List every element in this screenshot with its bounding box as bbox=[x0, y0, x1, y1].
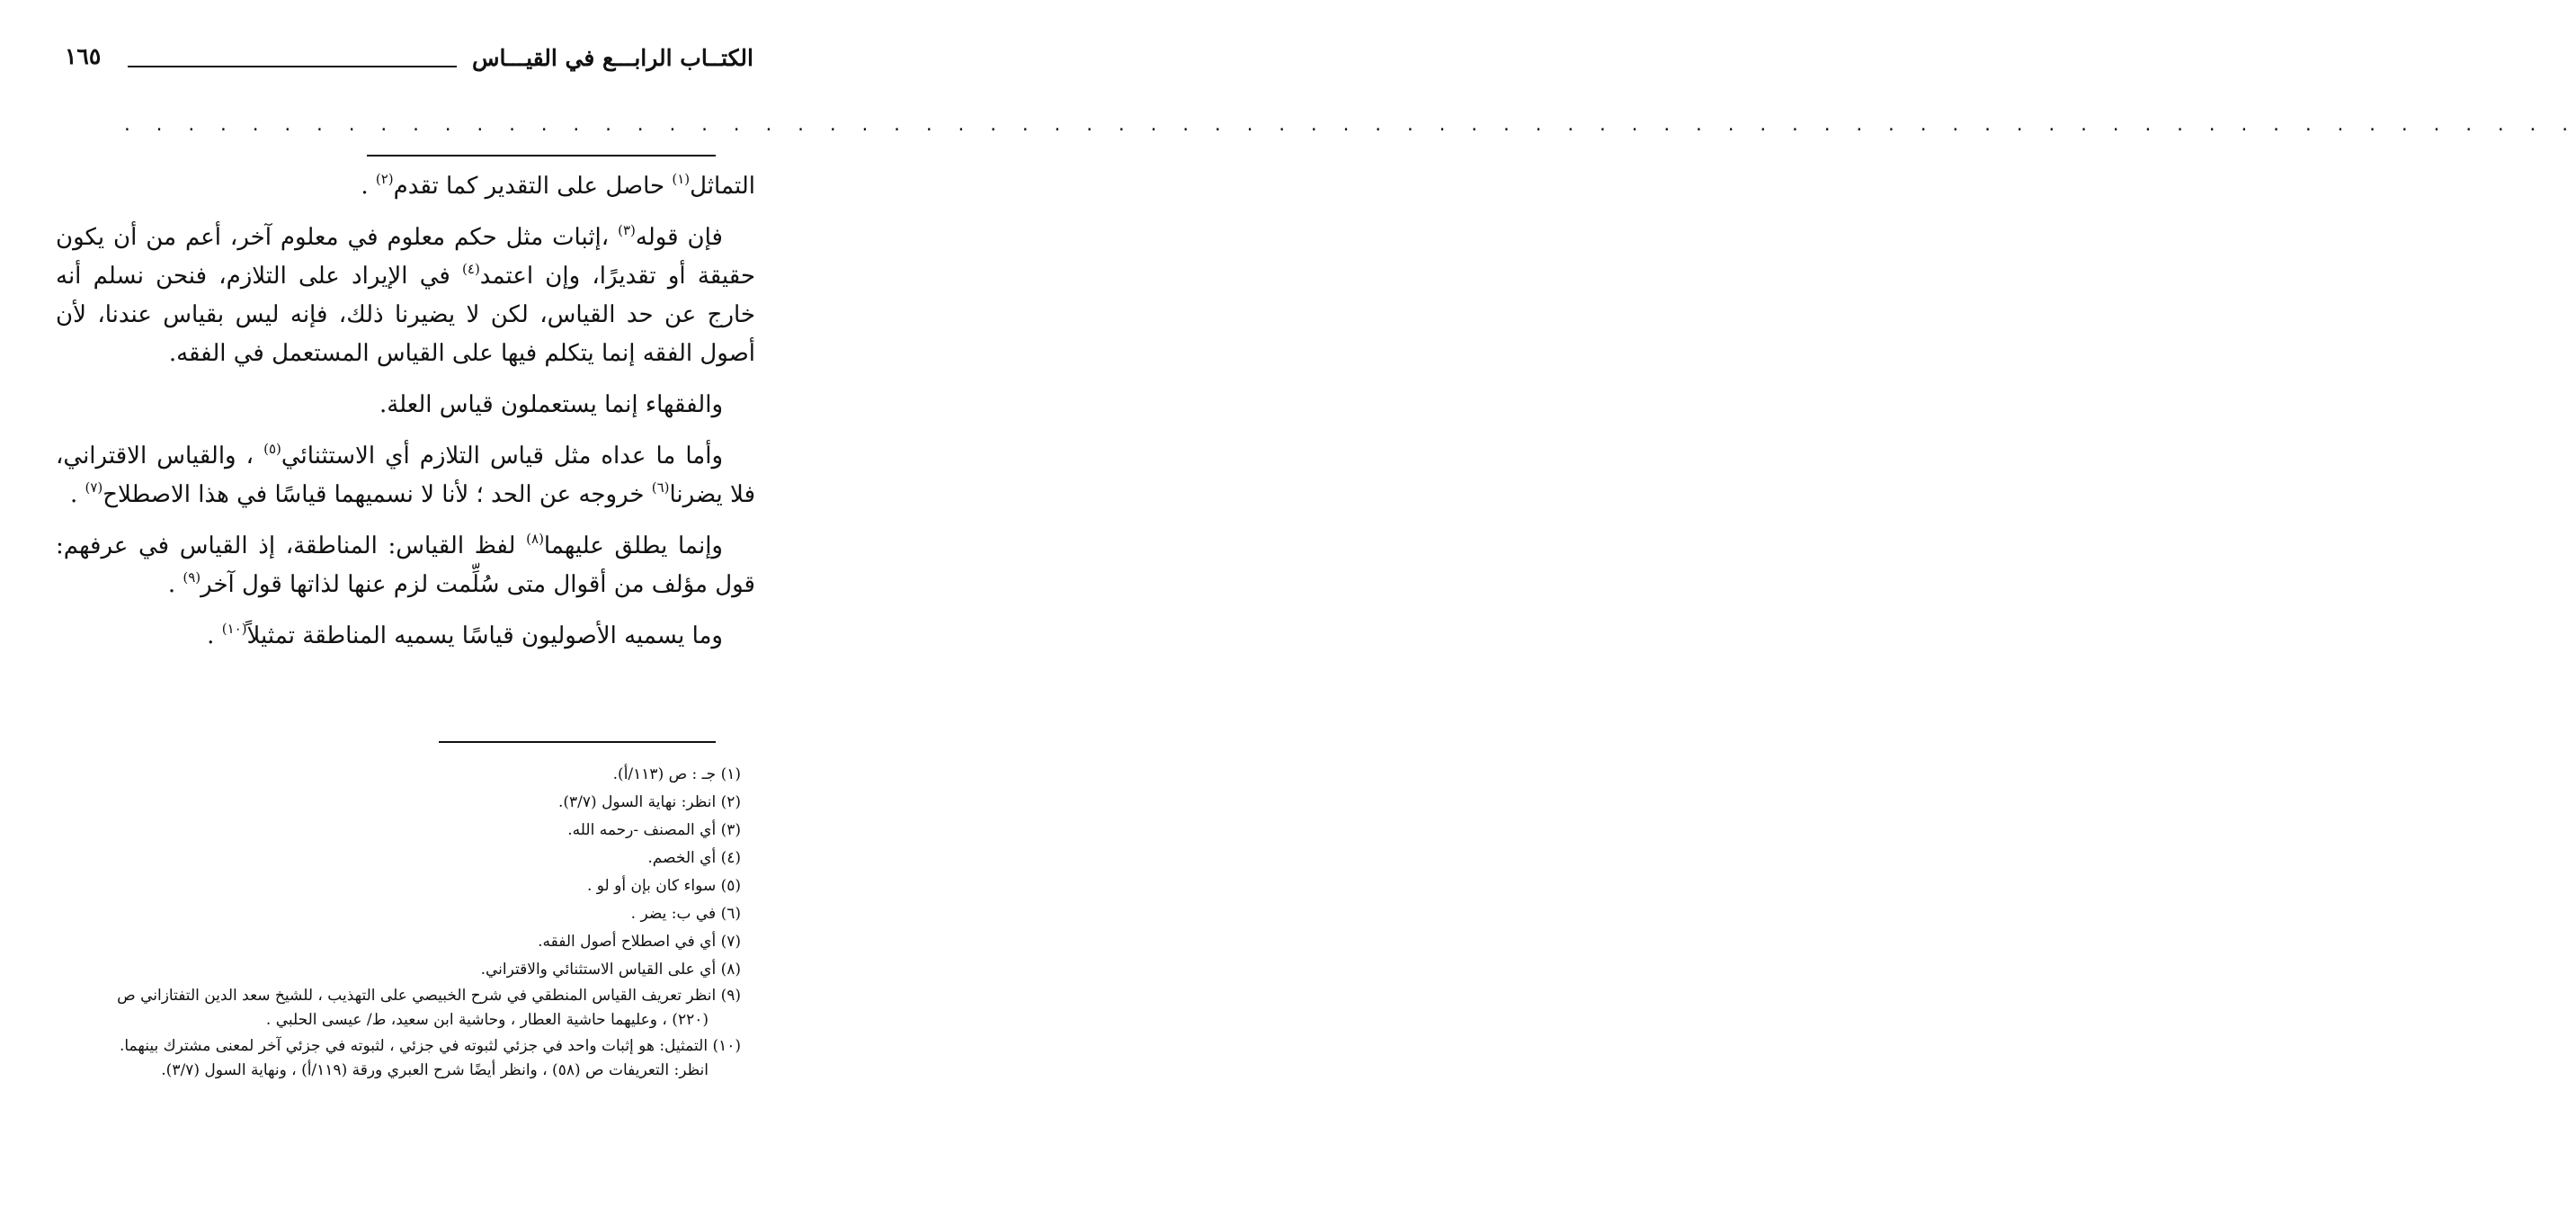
footnote-marker: (٨) bbox=[526, 531, 544, 547]
footnotes bbox=[41, 761, 741, 1085]
page-number: ١٦٥ bbox=[65, 43, 102, 69]
continuation-rule bbox=[367, 155, 716, 156]
footnote bbox=[41, 928, 741, 956]
paragraph-text: . bbox=[361, 173, 376, 200]
footnote-marker: (٤) bbox=[462, 261, 480, 277]
footnote bbox=[41, 900, 741, 928]
paragraph-text: وإنما يطلق عليهما bbox=[543, 532, 723, 559]
footnote-text: (٥) سواء كان بإن أو لو . bbox=[586, 877, 741, 895]
paragraph-text: . bbox=[207, 622, 222, 649]
paragraph-text: فإن قوله bbox=[635, 224, 723, 251]
footnote bbox=[41, 984, 741, 1033]
footnote-text: (٩) انظر تعريف القياس المنطقي في شرح الخبيصي على التهذيب ، للشيخ سعد الدين التفتازاني ص bbox=[117, 987, 741, 1005]
footnote bbox=[41, 1034, 741, 1083]
paragraph-text: . bbox=[167, 571, 183, 598]
footnote-marker: (٦) bbox=[651, 479, 670, 496]
paragraph bbox=[56, 527, 755, 604]
paragraph bbox=[56, 167, 755, 206]
paragraph-text: . bbox=[69, 481, 85, 508]
paragraph bbox=[56, 437, 755, 514]
paragraph-text: والفقهاء إنما يستعملون قياس العلة. bbox=[379, 391, 723, 418]
footnote-text: (٢) انظر: نهاية السول (٣/٧). bbox=[557, 793, 741, 811]
paragraph-text: ،إثبات مثل حكم معلوم في معلوم آخر، أعم من أن يكون حقيقة أو تقديرًا، وإن اعتمد bbox=[56, 224, 755, 290]
footnote-text: (٤) أي الخصم. bbox=[647, 849, 741, 867]
paragraph-text: ، والقياس الاقتراني، فلا يضرنا bbox=[56, 443, 755, 508]
footnote bbox=[41, 789, 741, 817]
footnote bbox=[41, 956, 741, 984]
footnote-text: (٨) أي على القياس الاستثنائي والاقتراني. bbox=[480, 961, 741, 979]
header-rule bbox=[128, 66, 457, 67]
footnote-marker: (١) bbox=[672, 171, 691, 187]
paragraph-text: وما يسميه الأصوليون قياسًا يسميه المناطقة تمثيلاً bbox=[246, 622, 723, 649]
footnote-continuation: انظر: التعريفات ص (٥٨) ، وانظر أيضًا شرح العبري ورقة (١١٩/أ) ، ونهاية السول (٣/٧). bbox=[161, 1061, 709, 1079]
footnote bbox=[41, 845, 741, 872]
paragraph bbox=[56, 617, 755, 656]
footnote-text: (٦) في ب: يضر . bbox=[630, 905, 741, 923]
paragraph-text: وأما ما عداه مثل قياس التلازم أي الاستثنائي bbox=[281, 443, 724, 469]
footnote-text: (٣) أي المصنف -رحمه الله. bbox=[567, 821, 741, 839]
paragraph-text: خروجه عن الحد ؛ لأنا لا نسميهما قياسًا في هذا الاصطلاح bbox=[103, 481, 652, 508]
footnote bbox=[41, 761, 741, 789]
footnote bbox=[41, 872, 741, 900]
footnote bbox=[41, 817, 741, 845]
main-text bbox=[56, 167, 755, 668]
footnote-text: (٧) أي في اصطلاح أصول الفقه. bbox=[538, 933, 741, 951]
footnote-marker: (٧) bbox=[85, 479, 103, 496]
footnote-marker: (٢) bbox=[375, 171, 394, 187]
running-header-title: الكتــاب الرابـــع في القيـــاس bbox=[471, 45, 753, 71]
footnote-marker: (١٠) bbox=[221, 621, 247, 637]
paragraph bbox=[56, 219, 755, 373]
footnote-marker: (٣) bbox=[618, 222, 636, 238]
footnote-marker: (٩) bbox=[183, 569, 201, 586]
paragraph-text: لفظ القياس: المناطقة، إذ القياس في عرفهم: قول مؤلف من أقوال متى سُلِّمت لزم عنها لذاتها قول آخر bbox=[56, 532, 755, 598]
footnote-text: (١) جـ : ص (١١٣/أ). bbox=[612, 765, 741, 783]
footnote-marker: (٥) bbox=[263, 441, 281, 457]
dotted-separator: . . . . . . . . . . . . . . . . . . . . . . . . . . . . . . . . . . . . . . . . . . . . . . . . . . . . . . . . . . . . . . . . . . . . . . . . . . . . . bbox=[122, 116, 2576, 135]
paragraph-text: حاصل على التقدير كما تقدم bbox=[393, 173, 673, 200]
footnote-rule bbox=[439, 741, 716, 743]
footnote-text: (١٠) التمثيل: هو إثبات واحد في جزئي لثبوته في جزئي ، لثبوته في جزئي آخر لمعنى مشترك بينهما. bbox=[119, 1037, 741, 1055]
footnote-continuation: (٢٢٠) ، وعليهما حاشية العطار ، وحاشية ابن سعيد، ط/ عيسى الحلبي . bbox=[265, 1011, 709, 1029]
paragraph-text: التماثل bbox=[690, 173, 755, 200]
paragraph bbox=[56, 386, 755, 425]
paragraph-text: في الإيراد على التلازم، فنحن نسلم أنه خارج عن حد القياس، لكن لا يضيرنا ذلك، فإنه ليس بقياس عندنا، لأن أصول الفقه إنما يتكلم فيها على القياس المستعمل في الفقه. bbox=[56, 263, 755, 367]
